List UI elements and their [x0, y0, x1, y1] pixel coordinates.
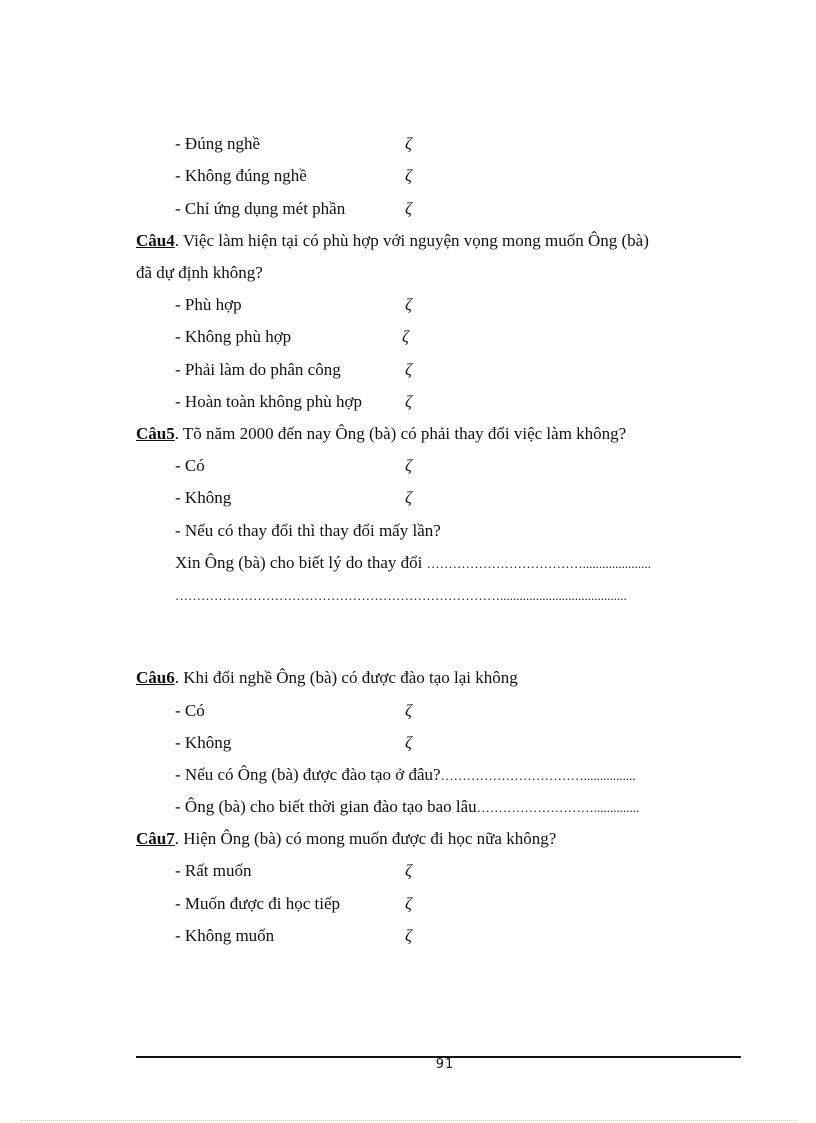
checkbox-icon[interactable]: ζ — [405, 134, 412, 153]
checkbox-icon[interactable]: ζ — [405, 295, 412, 314]
q5-reason — [175, 552, 651, 575]
q6-duration-label: - Ông (bà) cho biết thời gian đào tạo bao lâu — [175, 797, 477, 816]
question-7-text: . Hiện Ông (bà) có mong muốn được đi học nữa không? — [174, 829, 557, 848]
q6-where-label: - Nếu có Ông (bà) được đào tạo ở đâu? — [175, 765, 441, 784]
question-5 — [136, 423, 626, 445]
option-q5-2: - Không — [175, 488, 232, 507]
checkbox-icon[interactable]: ζ — [405, 392, 412, 411]
checkbox-icon[interactable]: ζ — [405, 701, 412, 720]
checkbox-icon[interactable]: ζ — [405, 488, 412, 507]
question-6-label: Câu6 — [136, 668, 175, 687]
question-4 — [136, 230, 649, 252]
q6-duration — [175, 796, 639, 819]
page-number: 91 — [435, 1057, 455, 1072]
option-q3-2: - Không đúng nghề — [175, 166, 307, 185]
option-q3-3: - Chỉ ứng dụng mét phần — [175, 199, 346, 218]
question-4-label: Câu4 — [136, 231, 175, 250]
option-q7-2: - Muốn được đi học tiếp — [175, 894, 341, 913]
checkbox-icon[interactable]: ζ — [405, 166, 412, 185]
option-q3-1: - Đúng nghề — [175, 134, 260, 153]
option-q7-3: - Không muốn — [175, 926, 275, 945]
checkbox-icon[interactable]: ζ — [405, 199, 412, 218]
q6-duration-fill[interactable]: ……………………….............. — [476, 800, 640, 815]
question-5-label: Câu5 — [136, 424, 175, 443]
checkbox-icon[interactable]: ζ — [405, 360, 412, 379]
option-q4-4: - Hoàn toàn không phù hợp — [175, 392, 362, 411]
q5-reason-label: Xin Ông (bà) cho biết lý do thay đổi — [175, 553, 423, 572]
q5-reason-fill[interactable]: ………………………………..................... — [426, 556, 651, 571]
question-7-label: Câu7 — [136, 829, 175, 848]
question-4-text: . Việc làm hiện tại có phù hợp với nguyện vọng mong muốn Ông (bà) — [174, 231, 649, 250]
q5-answer-line[interactable]: …………………………………………………………………....................................... — [175, 588, 627, 603]
question-5-text: . Tõ năm 2000 đến nay Ông (bà) có phải thay đổi việc làm không? — [174, 424, 627, 443]
checkbox-icon[interactable]: ζ — [405, 861, 412, 880]
checkbox-icon[interactable]: ζ — [405, 894, 412, 913]
checkbox-icon[interactable]: ζ — [405, 733, 412, 752]
option-q6-2: - Không — [175, 733, 232, 752]
q6-where — [175, 764, 636, 787]
question-6-text: . Khi đổi nghề Ông (bà) có được đào tạo lại không — [174, 668, 518, 687]
option-q4-2: - Không phù hợp — [175, 327, 292, 346]
checkbox-icon[interactable]: ζ — [402, 327, 409, 346]
question-7 — [136, 828, 556, 850]
option-q4-3: - Phải làm do phân công — [175, 360, 341, 379]
checkbox-icon[interactable]: ζ — [405, 456, 412, 475]
q6-where-fill[interactable]: ……………………………................ — [440, 768, 636, 783]
option-q5-1: - Có — [175, 456, 205, 475]
option-q6-1: - Có — [175, 701, 205, 720]
page-bottom-border — [20, 1120, 796, 1121]
question-4-text-cont: đã dự định không? — [136, 263, 263, 282]
q5-followup: - Nếu có thay đổi thì thay đổi mấy lần? — [175, 521, 441, 540]
checkbox-icon[interactable]: ζ — [405, 926, 412, 945]
question-6 — [136, 667, 518, 689]
option-q7-1: - Rất muốn — [175, 861, 252, 880]
option-q4-1: - Phù hợp — [175, 295, 242, 314]
